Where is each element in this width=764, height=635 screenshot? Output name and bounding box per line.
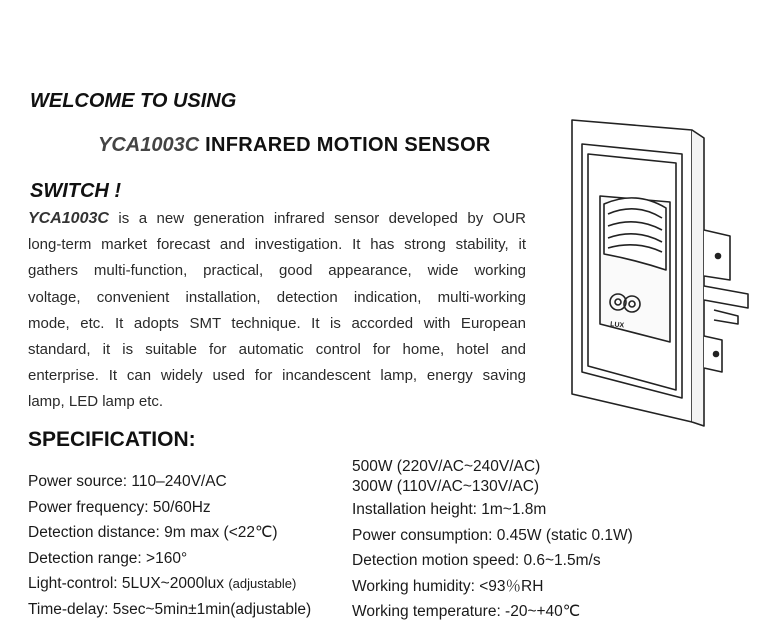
intro-line: voltage, convenient installation, detection indication, multi-working (28, 288, 526, 306)
spec-light-control-value: Light-control: 5LUX~2000lux (28, 575, 225, 592)
spec-power-source: Power source: 110–240V/AC (28, 473, 227, 490)
product-name: INFRARED MOTION SENSOR (205, 134, 491, 156)
spec-working-temperature: Working temperature: -20~+40℃ (352, 603, 581, 620)
spec-installation-height: Installation height: 1m~1.8m (352, 501, 547, 518)
welcome-heading: WELCOME TO USING (30, 90, 237, 112)
spec-detection-motion-speed: Detection motion speed: 0.6~1.5m/s (352, 552, 601, 569)
spec-list-left (28, 469, 311, 622)
spec-detection-distance: Detection distance: 9m max (<22℃) (28, 524, 278, 541)
spec-list-right (352, 457, 633, 625)
spec-power-consumption: Power consumption: 0.45W (static 0.1W) (352, 526, 633, 544)
intro-line: gathers multi-function, practical, good appearance, wide working (28, 262, 526, 280)
intro-line: mode, etc. It adopts SMT technique. It is accorded with European (28, 314, 526, 332)
spec-load-220: 500W (220V/AC~240V/AC) (352, 458, 541, 475)
intro-line: lamp, LED lamp etc. (28, 393, 164, 411)
spec-light-control-note: (adjustable) (228, 576, 297, 591)
product-title (98, 134, 491, 157)
spec-working-humidity: Working humidity: <93％RH (352, 577, 544, 595)
switch-heading: SWITCH ! (30, 180, 122, 202)
intro-line: enterprise. It can widely used for incandescent lamp, energy saving (28, 367, 526, 385)
spec-power-frequency: Power frequency: 50/60Hz (28, 498, 211, 516)
intro-line (28, 206, 526, 232)
intro-paragraph (28, 206, 526, 416)
spec-time-delay: Time-delay: 5sec~5min±1min(adjustable) (28, 600, 312, 618)
specification-heading: SPECIFICATION: (28, 428, 196, 451)
intro-line: long-term market forecast and investigation. It has strong stability, it (28, 236, 526, 254)
spec-load-110: 300W (110V/AC~130V/AC) (352, 478, 540, 495)
spec-detection-range: Detection range: >160° (28, 549, 188, 567)
intro-line: standard, it is suitable for automatic control for home, hotel and (28, 340, 526, 358)
sensor-switch-illustration (552, 110, 752, 430)
spec-light-control (28, 571, 311, 597)
intro-model: YCA1003C (28, 210, 109, 227)
product-model: YCA1003C (98, 134, 200, 156)
device-lux-label: LUX (609, 321, 625, 330)
intro-line-text: is a new generation infrared sensor developed by OUR (108, 210, 526, 227)
